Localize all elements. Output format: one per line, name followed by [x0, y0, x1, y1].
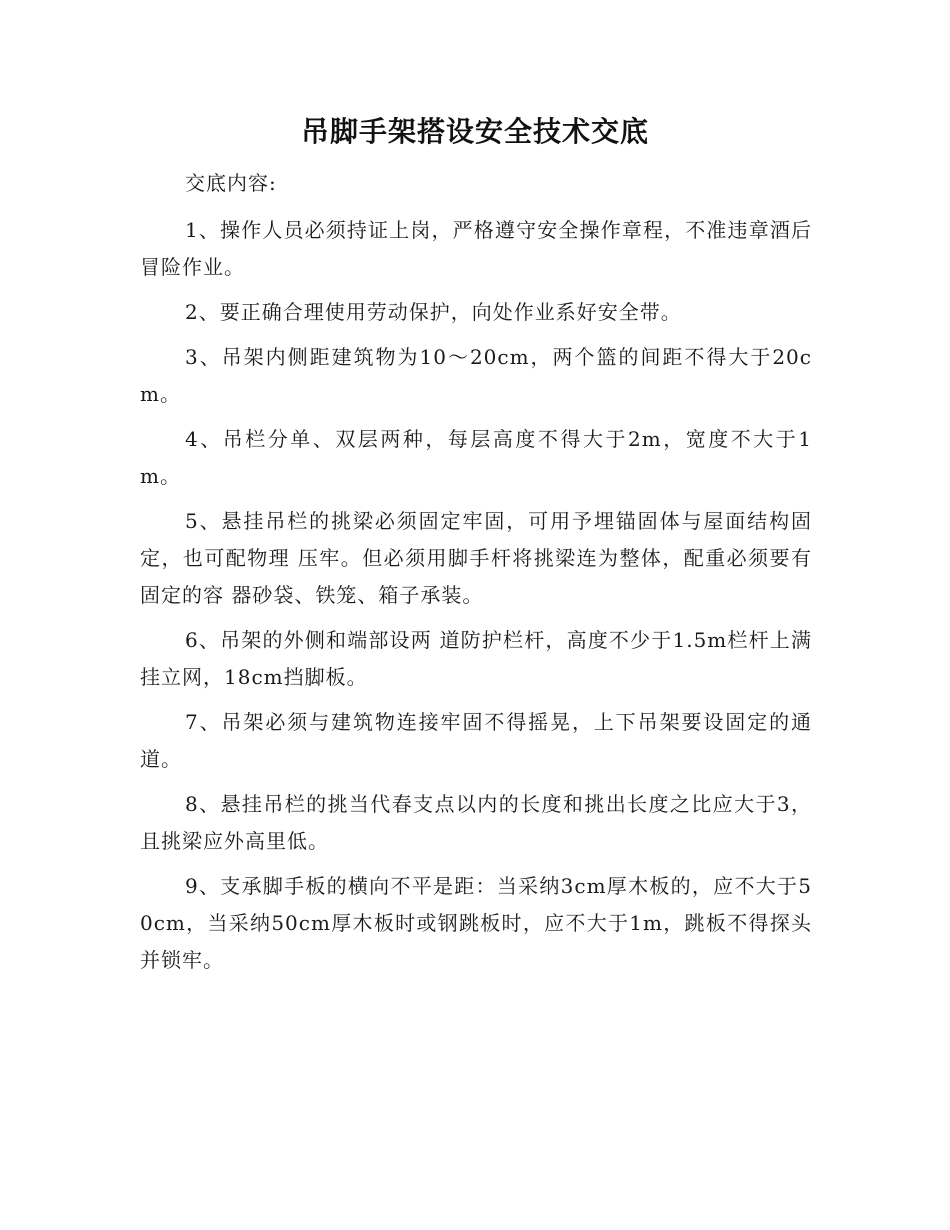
item-paragraph-7: 7、吊架必须与建筑物连接牢固不得摇晃，上下吊架要设固定的通道。 [140, 710, 812, 771]
item-paragraph-5: 5、悬挂吊栏的挑梁必须固定牢固，可用予埋锚固体与屋面结构固定，也可配物理 压牢。但必须用脚手杆将挑梁连为整体，配重必须要有固定的容 器砂袋、铁笼、箱子承装。 [140, 509, 812, 607]
document-body [140, 165, 812, 987]
document-title: 吊脚手架搭设安全技术交底 [300, 115, 649, 148]
item-paragraph-4: 4、吊栏分单、双层两种，每层高度不得大于2m，宽度不大于1m。 [140, 427, 812, 488]
item-paragraph-9: 9、支承脚手板的横向不平是距：当采纳3cm厚木板的，应不大于50cm，当采纳50cm厚木板时或钢跳板时，应不大于1m，跳板不得探头并锁牢。 [140, 874, 812, 972]
item-paragraph-6: 6、吊架的外侧和端部设两 道防护栏杆，高度不少于1.5m栏杆上满挂立网，18cm挡脚板。 [140, 628, 812, 689]
item-paragraph-8: 8、悬挂吊栏的挑当代春支点以内的长度和挑出长度之比应大于3，且挑梁应外高里低。 [140, 792, 812, 853]
intro-paragraph: 交底内容: [185, 171, 277, 195]
item-paragraph-1: 1、操作人员必须持证上岗，严格遵守安全操作章程，不准违章酒后冒险作业。 [140, 218, 812, 279]
item-paragraph-3: 3、吊架内侧距建筑物为10～20cm，两个篮的间距不得大于20cm。 [140, 345, 812, 406]
item-paragraph-2: 2、要正确合理使用劳动保护，向处作业系好安全带。 [185, 300, 682, 324]
